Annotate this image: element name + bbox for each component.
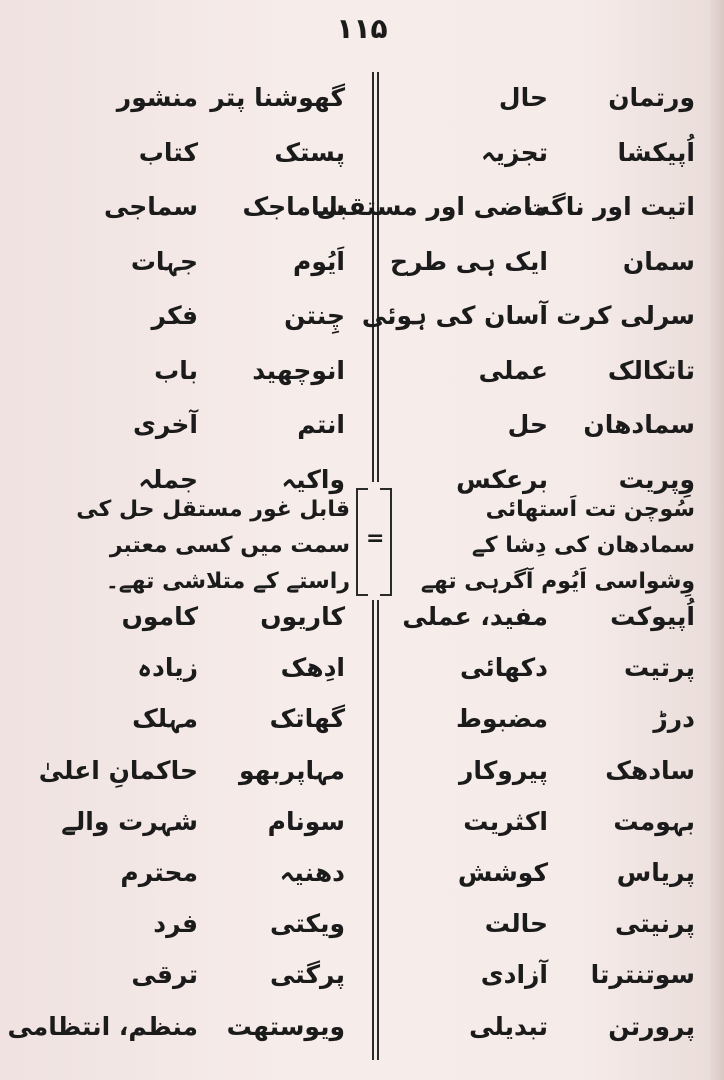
- hindi-term: اُپیوکت: [610, 602, 695, 631]
- center-divider-line: [372, 600, 374, 1060]
- urdu-meaning: ماضی اور مستقبل: [316, 192, 548, 221]
- equals-sign: =: [366, 526, 385, 551]
- hindi-term: گھوشنا پتر: [210, 83, 345, 112]
- urdu-meaning: آزادی: [480, 960, 548, 990]
- urdu-meaning: ایک ہی طرح: [389, 246, 548, 276]
- hindi-term: ویوستھت: [226, 1011, 345, 1041]
- urdu-meaning: دکھائی: [460, 653, 548, 683]
- hindi-term: تاتکالک: [607, 355, 695, 385]
- hindi-term: سادھک: [605, 755, 695, 785]
- urdu-meaning: مفید، عملی: [402, 602, 548, 631]
- urdu-meaning: ترقی: [131, 960, 198, 990]
- center-divider-line: [372, 72, 374, 482]
- urdu-meaning: منظم، انتظامی: [7, 1011, 198, 1041]
- hindi-term: پرنیتی: [614, 909, 695, 939]
- page-edge: [710, 0, 724, 1080]
- hindi-term: سمادھان: [583, 410, 695, 439]
- urdu-meaning: برعکس: [456, 464, 548, 494]
- hindi-term: بہومت: [613, 806, 695, 836]
- urdu-meaning: مضبوط: [456, 704, 548, 734]
- hindi-term: وِپریت: [618, 464, 695, 494]
- urdu-meaning: حالت: [484, 909, 548, 939]
- center-divider-line: [377, 72, 379, 482]
- urdu-meaning: اکثریت: [463, 806, 548, 836]
- hindi-term: واکیہ: [281, 464, 345, 494]
- hindi-term: ویکتی: [270, 909, 345, 939]
- urdu-meaning: کوشش: [457, 858, 548, 887]
- urdu-meaning: محترم: [120, 858, 198, 887]
- hindi-term: ادِھک: [280, 653, 345, 683]
- hindi-term: درڑ: [653, 704, 695, 734]
- hindi-term: پریاس: [616, 858, 695, 887]
- sentence-hindi: سُوچن تت اَستھائی سمادھان کی دِشا کے وِشواسی اَیُوم آگرہی تھے: [420, 497, 695, 594]
- urdu-meaning: شہرت والے: [61, 806, 198, 836]
- hindi-term: پرورتن: [608, 1011, 695, 1041]
- urdu-meaning: تجزیہ: [481, 137, 548, 167]
- hindi-term: ورتمان: [608, 83, 695, 112]
- urdu-meaning: کتاب: [138, 137, 198, 167]
- urdu-meaning: فرد: [153, 909, 198, 939]
- urdu-meaning: آسان کی ہوئی: [361, 301, 548, 330]
- urdu-meaning: کاموں: [121, 602, 198, 631]
- hindi-term: انوچھید: [252, 355, 345, 385]
- urdu-meaning: باب: [154, 355, 198, 385]
- hindi-term: مہاپربھو: [238, 755, 345, 785]
- hindi-term: پرگتی: [270, 960, 345, 990]
- hindi-term: سوتنترتا: [590, 960, 695, 990]
- hindi-term: پرتیت: [624, 653, 695, 683]
- urdu-meaning: حال: [498, 83, 548, 112]
- urdu-meaning: جملہ: [138, 464, 198, 494]
- hindi-term: سرلی کرت: [556, 301, 695, 330]
- urdu-meaning: آخری: [132, 410, 198, 439]
- urdu-meaning: حاکمانِ اعلیٰ: [38, 755, 198, 785]
- hindi-term: پستک: [274, 137, 345, 167]
- urdu-meaning: مہلک: [132, 704, 198, 734]
- urdu-meaning: جہات: [130, 246, 198, 276]
- hindi-term: اتیت اور ناگت: [524, 192, 695, 221]
- urdu-meaning: پیروکار: [458, 755, 548, 785]
- urdu-meaning: عملی: [478, 355, 548, 385]
- urdu-meaning: فکر: [151, 301, 198, 330]
- page-number: ۱۱۵: [336, 12, 388, 45]
- hindi-term: انتم: [297, 410, 345, 439]
- hindi-term: گھاتک: [269, 704, 345, 734]
- urdu-meaning: منشور: [116, 83, 198, 112]
- sentence-urdu: قابل غور مستقل حل کی سمت میں کسی معتبر راستے کے متلاشی تھے۔: [76, 497, 350, 594]
- center-divider-line: [377, 600, 379, 1060]
- hindi-term: سونام: [267, 806, 345, 836]
- hindi-term: کاریوں: [260, 602, 345, 631]
- hindi-term: اَیُوم: [293, 246, 345, 276]
- urdu-meaning: تبدیلی: [469, 1011, 548, 1041]
- hindi-term: چِنتن: [284, 301, 345, 330]
- hindi-term: دھنیہ: [279, 858, 345, 887]
- hindi-term: اُپیکشا: [617, 137, 695, 167]
- hindi-term: سمان: [622, 246, 695, 276]
- urdu-meaning: سماجی: [103, 192, 198, 221]
- urdu-meaning: زیادہ: [137, 653, 198, 683]
- urdu-meaning: حل: [507, 410, 548, 439]
- hindi-term: ساماجک: [242, 192, 345, 221]
